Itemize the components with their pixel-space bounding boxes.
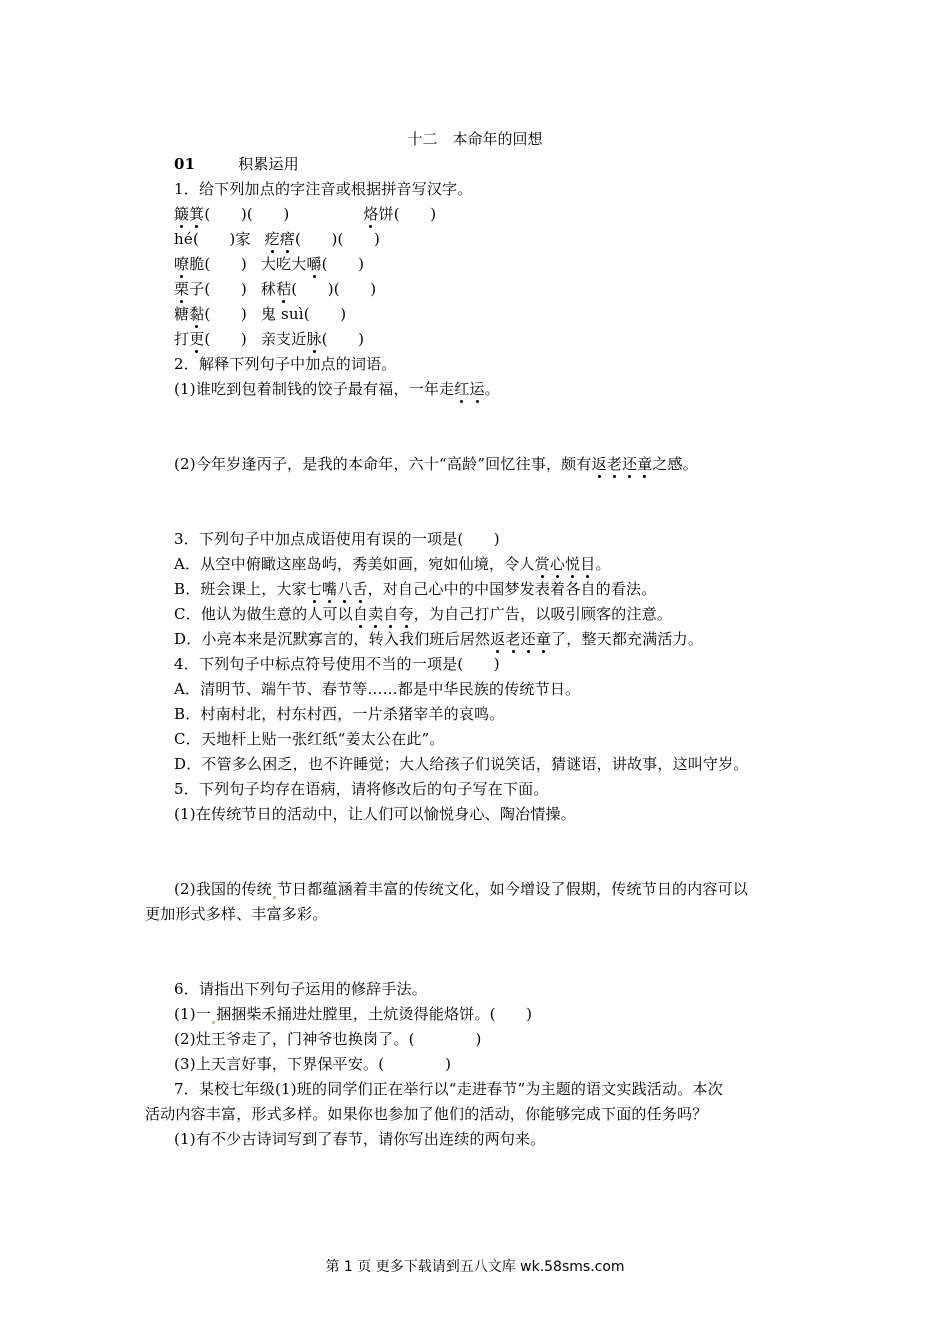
blank: ( )( ) [295,230,381,248]
q3-option-a [174,554,611,574]
dotted-char: 嘹 [174,255,190,273]
q2-prompt: 2．解释下列句子中加点的词语。 [174,355,397,373]
page-footer: 第 1 页 更多下载请到五八文库 wk.58sms.com [325,1259,625,1275]
q5-sentence-2-cont: 更加形式多样、丰富多彩。 [145,905,328,923]
text: 。 [484,380,500,398]
text: ，对自己心中的中国梦发表着各自的看法。 [367,580,657,598]
dotted-char: 七 [306,580,323,598]
q1-row-1 [174,204,436,224]
q6-sentence-2: (2)灶王爷走了，门神爷也换岗了。( ) [174,1030,482,1048]
dotted-char: 自 [352,605,369,623]
blank: ( ) [321,255,365,273]
text: 节日都蕴涵着丰富的传统文化，如今增设了假期，传统节日的内容可以 [276,880,749,898]
q1-prompt: 1．给下列加点的字注音或根据拼音写汉字。 [174,180,473,198]
q1-row-5 [174,304,346,324]
q4-option-c: C．天地杆上贴一张红纸“姜太公在此”。 [174,730,445,748]
text: 脆( ) [189,255,247,273]
q4-option-b: B．村南村北，村东村西，一片杀猪宰羊的哀鸣。 [174,705,505,723]
q1-row-4 [174,279,376,299]
dotted-char: 烙 [363,205,379,223]
text: (2)我国的传统 [174,880,272,898]
q6-prompt: 6．请指出下列句子运用的修辞手法。 [174,980,427,998]
q6-sentence-3: (3)上天言好事，下界保平安。( ) [174,1055,452,1073]
dotted-char: 自 [383,605,399,623]
text: 。 [595,555,611,573]
section-name: 积累运用 [238,155,299,173]
dotted-char: 返 [490,630,506,648]
text: A．从空中俯瞰这座岛屿，秀美如画，宛如仙境，令人 [174,555,535,573]
dotted-char: 老 [505,630,521,648]
dotted-char: 八 [337,580,353,598]
dotted-char: 目 [580,555,596,573]
text: D．小亮本来是沉默寡言的，转入我们班后居然 [174,630,491,648]
text: 秫 [260,280,277,298]
q4-prompt: 4．下列句子中标点符号使用不当的一项是( ) [174,655,500,673]
q5-prompt: 5．下列句子均存在语病，请将修改后的句子写在下面。 [174,780,549,798]
q5-sentence-2 [174,879,748,899]
dotted-char: 童 [535,630,552,648]
q3-option-d [174,629,703,649]
dotted-char: 箕 [189,205,205,223]
text: hé( )家 [174,230,251,248]
text: (1)一 [174,1005,212,1023]
text: 了，整天都充满活力。 [551,630,704,648]
q4-option-a: A．清明节、端午节、春节等……都是中华民族的传统节日。 [174,680,581,698]
q7-sentence-1: (1)有不少古诗词写到了春节，请你写出连续的两句来。 [174,1130,546,1148]
dotted-char: 红 [454,380,470,398]
text: (1)谁吃到包着制钱的饺子最有福，一年走 [174,380,455,398]
dotted-char: 嘴 [322,580,338,598]
scan-mark [212,1021,215,1024]
section-heading [174,154,299,174]
blank: ( ) [204,305,247,323]
q2-sentence-2 [174,454,698,474]
dotted-char: 秸 [276,280,292,298]
text: 之感。 [652,455,699,473]
blank: ( )( ) [204,205,290,223]
dotted-char: 瘩 [279,230,295,248]
text: 大吃大 [260,255,307,273]
text: (2)今年岁逢丙子，是我的本命年，六十“高龄”回忆往事，颇有 [174,455,592,473]
blank: ( ) [204,330,247,348]
text: ，为自己打广告，以吸引顾客的注意。 [413,605,673,623]
dotted-char: 更 [189,330,205,348]
dotted-char: 黏 [189,305,205,323]
blank: ( )( ) [291,280,377,298]
q1-row-6 [174,329,364,349]
q3-option-c [174,604,672,624]
dotted-char: 运 [469,380,485,398]
dotted-char: 栗 [174,280,190,298]
text: 打 [174,330,190,348]
page-title: 十二 本命年的回想 [407,130,543,148]
q1-row-2 [174,229,380,249]
dotted-char: 心 [549,555,566,573]
text: 捆捆柴禾捅进灶膛里，土炕烫得能烙饼。( ) [216,1005,533,1023]
text: 亲支近 [260,330,307,348]
blank: ( ) [321,330,365,348]
text: 子( ) [189,280,247,298]
dotted-char: 童 [637,455,653,473]
q1-row-3 [174,254,364,274]
dotted-char: 脉 [306,330,322,348]
text: 糖 [174,305,190,323]
text: 鬼 suì( ) [260,305,347,323]
q5-sentence-1: (1)在传统节日的活动中，让人们可以愉悦身心、陶冶情操。 [174,805,576,823]
dotted-char: 赏 [534,555,550,573]
q7-paragraph-2: 活动内容丰富，形式多样。如果你也参加了他们的活动，你能够完成下面的任务吗？ [145,1105,708,1123]
section-number: 01 [174,155,196,173]
dotted-char: 夸 [398,605,414,623]
dotted-char: 返 [591,455,607,473]
text: B．班会课上，大家 [174,580,307,598]
q7-paragraph-1: 7．某校七年级(1)班的同学们正在举行以“走进春节”为主题的语文实践活动。本次 [174,1080,723,1098]
q4-option-d: D．不管多么困乏，也不许睡觉；大人给孩子们说笑话，猜谜语，讲故事，这叫守岁。 [174,755,749,773]
q2-sentence-1 [174,379,500,399]
dotted-char: 悦 [565,555,581,573]
q6-sentence-1 [174,1004,532,1024]
q3-option-b [174,579,656,599]
dotted-char: 嚼 [306,255,322,273]
text: C．他认为做生意的人可以 [174,605,353,623]
dotted-char: 舌 [352,580,368,598]
dotted-char: 还 [622,455,638,473]
scan-mark [273,896,276,899]
dotted-char: 老 [606,455,622,473]
dotted-char: 疙 [264,230,280,248]
dotted-char: 卖 [368,605,384,623]
dotted-char: 还 [520,630,536,648]
text: 饼( ) [378,205,437,223]
dotted-char: 簸 [174,205,190,223]
q3-prompt: 3．下列句子中加点成语使用有误的一项是( ) [174,530,500,548]
